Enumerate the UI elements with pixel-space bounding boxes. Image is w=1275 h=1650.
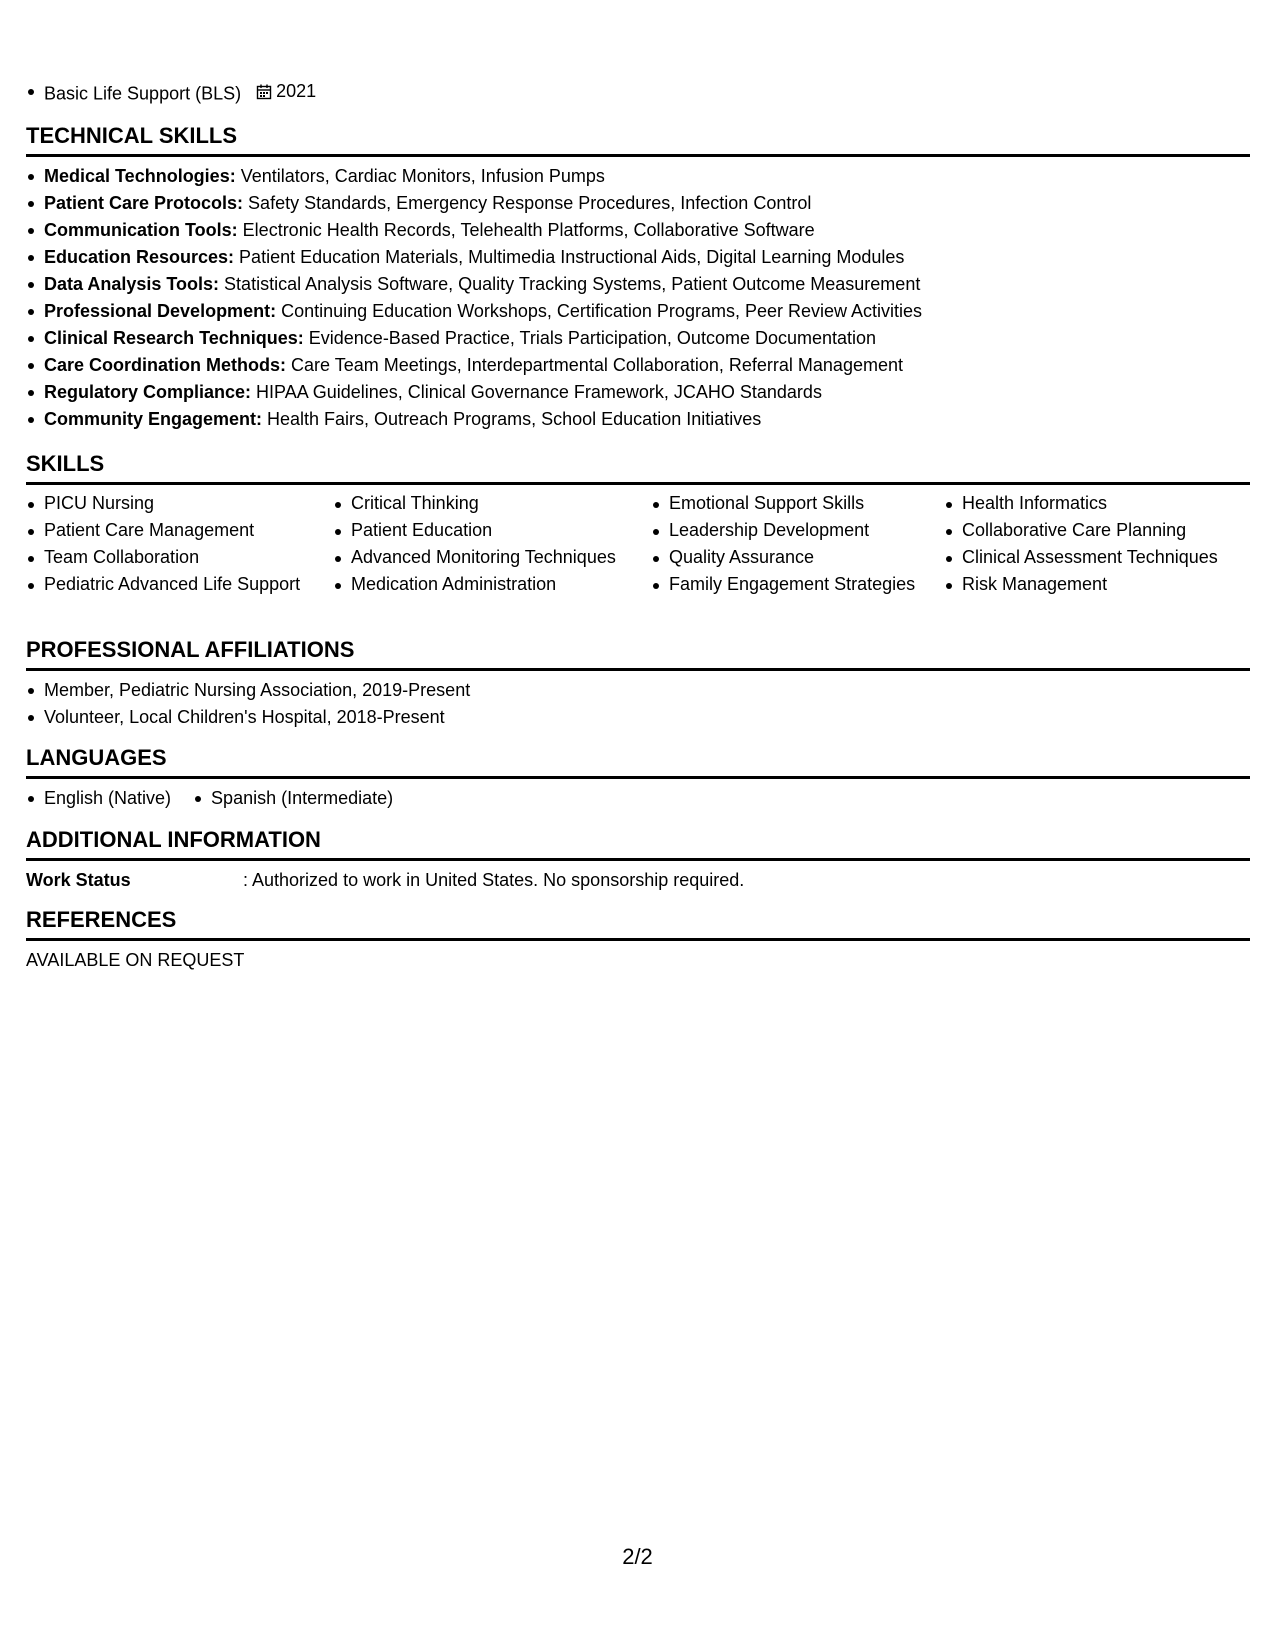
technical-skill-item xyxy=(26,190,1250,217)
language-item: English (Native) xyxy=(26,785,171,812)
technical-skill-value: Evidence-Based Practice, Trials Participation, Outcome Documentation xyxy=(303,328,877,348)
skill-item: Risk Management xyxy=(944,572,1244,597)
technical-skill-item xyxy=(26,406,1250,433)
skill-item: Patient Education xyxy=(333,518,651,543)
work-status-label: Work Status xyxy=(26,870,131,890)
page-number: 2/2 xyxy=(622,1544,653,1569)
certification-name: Basic Life Support (BLS) xyxy=(44,83,242,104)
technical-skill-value: Health Fairs, Outreach Programs, School Education Initiatives xyxy=(262,409,762,429)
technical-skills-list xyxy=(26,163,1250,433)
skills-heading: SKILLS xyxy=(26,450,1250,485)
technical-skill-value: Safety Standards, Emergency Response Procedures, Infection Control xyxy=(243,193,812,213)
skill-item: Emotional Support Skills xyxy=(651,491,944,516)
affiliations-heading: PROFESSIONAL AFFILIATIONS xyxy=(26,636,1250,671)
technical-skills-heading: TECHNICAL SKILLS xyxy=(26,122,1250,157)
languages-list xyxy=(26,785,1250,812)
skill-item: Advanced Monitoring Techniques xyxy=(333,545,651,570)
technical-skill-value: Care Team Meetings, Interdepartmental Collaboration, Referral Management xyxy=(286,355,903,375)
skill-item: Patient Care Management xyxy=(26,518,333,543)
technical-skill-label: Data Analysis Tools: xyxy=(44,274,220,294)
technical-skill-item xyxy=(26,271,1250,298)
technical-skill-label: Professional Development: xyxy=(44,301,277,321)
technical-skill-value: HIPAA Guidelines, Clinical Governance Framework, JCAHO Standards xyxy=(251,382,822,402)
technical-skill-item xyxy=(26,244,1250,271)
affiliations-list xyxy=(26,677,1250,731)
affiliation-item: Volunteer, Local Children's Hospital, 2018-Present xyxy=(26,704,1250,731)
references-section xyxy=(26,906,1250,974)
technical-skill-item xyxy=(26,325,1250,352)
technical-skill-label: Clinical Research Techniques: xyxy=(44,328,304,348)
skill-item: Pediatric Advanced Life Support xyxy=(26,572,333,597)
affiliation-item: Member, Pediatric Nursing Association, 2019-Present xyxy=(26,677,1250,704)
references-text: AVAILABLE ON REQUEST xyxy=(26,950,245,970)
skills-column xyxy=(944,491,1244,599)
references-heading: REFERENCES xyxy=(26,906,1250,941)
technical-skill-value: Electronic Health Records, Telehealth Platforms, Collaborative Software xyxy=(237,220,815,240)
certification-item xyxy=(26,78,316,108)
technical-skill-label: Medical Technologies: xyxy=(44,166,236,186)
technical-skill-label: Regulatory Compliance: xyxy=(44,382,252,402)
calendar-icon xyxy=(256,84,272,100)
skills-column xyxy=(651,491,944,599)
additional-info-heading: ADDITIONAL INFORMATION xyxy=(26,826,1250,861)
skills-columns xyxy=(26,491,1250,599)
certification-year: 2021 xyxy=(276,81,317,101)
technical-skill-label: Communication Tools: xyxy=(44,220,238,240)
skills-column xyxy=(333,491,651,599)
technical-skill-value: Statistical Analysis Software, Quality Tracking Systems, Patient Outcome Measurement xyxy=(219,274,921,294)
technical-skill-label: Community Engagement: xyxy=(44,409,263,429)
technical-skill-item xyxy=(26,298,1250,325)
language-item: Spanish (Intermediate) xyxy=(193,785,393,812)
skills-section xyxy=(26,450,1250,599)
technical-skill-value: Continuing Education Workshops, Certification Programs, Peer Review Activities xyxy=(276,301,923,321)
skill-item: Family Engagement Strategies xyxy=(651,572,944,597)
technical-skill-label: Patient Care Protocols: xyxy=(44,193,244,213)
skill-item: Health Informatics xyxy=(944,491,1244,516)
additional-info-section xyxy=(26,826,1250,894)
skill-item: Clinical Assessment Techniques xyxy=(944,545,1244,570)
skill-item: Quality Assurance xyxy=(651,545,944,570)
skill-item: PICU Nursing xyxy=(26,491,333,516)
technical-skill-value: Ventilators, Cardiac Monitors, Infusion Pumps xyxy=(235,166,605,186)
skills-column xyxy=(26,491,333,599)
technical-skills-section xyxy=(26,122,1250,433)
technical-skill-item xyxy=(26,163,1250,190)
technical-skill-item xyxy=(26,352,1250,379)
technical-skill-item xyxy=(26,379,1250,406)
skill-item: Collaborative Care Planning xyxy=(944,518,1244,543)
work-status-value: : Authorized to work in United States. No sponsorship required. xyxy=(243,870,745,890)
certification-list xyxy=(26,78,316,108)
technical-skill-label: Care Coordination Methods: xyxy=(44,355,286,375)
skill-item: Medication Administration xyxy=(333,572,651,597)
technical-skill-value: Patient Education Materials, Multimedia Instructional Aids, Digital Learning Modules xyxy=(234,247,905,267)
work-status-row xyxy=(26,867,1250,894)
technical-skill-label: Education Resources: xyxy=(44,247,235,267)
technical-skill-item xyxy=(26,217,1250,244)
affiliations-section xyxy=(26,636,1250,731)
languages-heading: LANGUAGES xyxy=(26,744,1250,779)
certification-date xyxy=(256,78,316,105)
languages-section xyxy=(26,744,1250,812)
skill-item: Leadership Development xyxy=(651,518,944,543)
skill-item: Critical Thinking xyxy=(333,491,651,516)
skill-item: Team Collaboration xyxy=(26,545,333,570)
